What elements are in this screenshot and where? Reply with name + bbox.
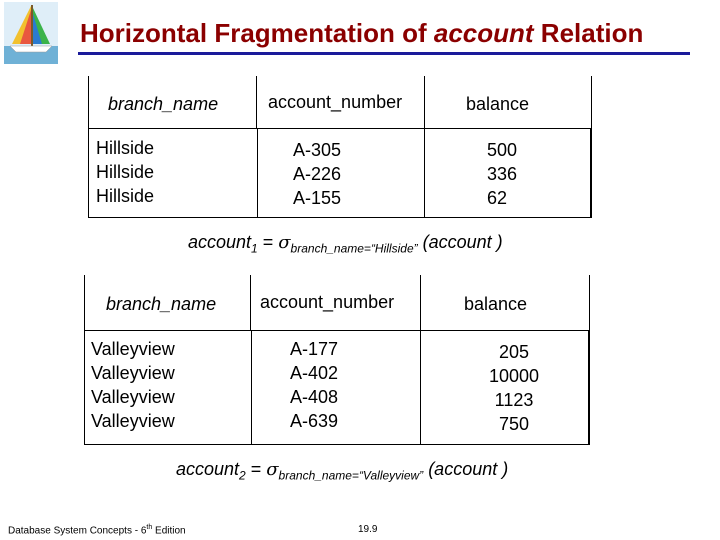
fragment2-header-balance: balance: [464, 294, 528, 314]
table-cell: Valleyview: [91, 387, 175, 407]
table-cell: 10000: [488, 366, 540, 386]
fragment1-header-branch-name: branch_name: [108, 94, 219, 114]
table-cell: Valleyview: [91, 363, 175, 383]
table-cell: A-402: [290, 363, 339, 383]
table-cell: 205: [498, 342, 530, 362]
fragment1-header-account-number: account_number: [268, 92, 403, 112]
fragment2-header-account-number: account_number: [260, 292, 395, 312]
table-cell: Valleyview: [91, 411, 175, 431]
page-title: Horizontal Fragmentation of account Relation: [80, 18, 644, 48]
footer-page-number: 19.9: [358, 524, 378, 535]
fragment1-header-balance: balance: [466, 94, 530, 114]
fragment2-account-number-column: [250, 330, 421, 445]
fragment2-divider: [250, 275, 251, 330]
fragment1-account-number-column: [256, 128, 425, 218]
table-cell: Valleyview: [91, 339, 175, 359]
fragment1-branch-name-column: [88, 128, 258, 218]
title-underline: [78, 52, 690, 55]
table-cell: Hillside: [96, 162, 155, 182]
table-cell: 500: [487, 140, 518, 160]
fragment2-divider: [420, 275, 421, 330]
table-cell: Hillside: [96, 186, 155, 206]
table-cell: A-226: [293, 164, 342, 184]
fragment2-selection-expression: account$_2$ = $\sigma_{branch\_name=“Valleyview”}$ (account ): [176, 459, 509, 483]
table-cell: 1123: [494, 390, 534, 410]
table-cell: 62: [487, 188, 508, 208]
fragment1-divider: [256, 76, 257, 128]
fragment1-balance-column: [424, 128, 591, 218]
table-cell: A-408: [290, 387, 339, 407]
table-cell: 336: [487, 164, 518, 184]
table-cell: Hillside: [96, 138, 155, 158]
fragment1-divider: [424, 76, 425, 128]
fragment2-branch-name-column: [84, 330, 252, 445]
fragment1-selection-expression: account$_1$ = $\sigma_{branch\_name=“Hillside”}$ (account ): [188, 232, 503, 256]
fragment2-balance-column: [420, 330, 589, 445]
table-cell: A-177: [290, 339, 339, 359]
table-cell: 750: [498, 414, 530, 434]
footer-book-title: Database System Concepts - 6th Edition: [8, 524, 186, 537]
sailboat-logo-icon: [4, 2, 58, 64]
table-cell: A-639: [290, 411, 339, 431]
fragment2-header-branch-name: branch_name: [106, 294, 217, 314]
table-cell: A-155: [293, 188, 342, 208]
table-cell: A-305: [293, 140, 342, 160]
